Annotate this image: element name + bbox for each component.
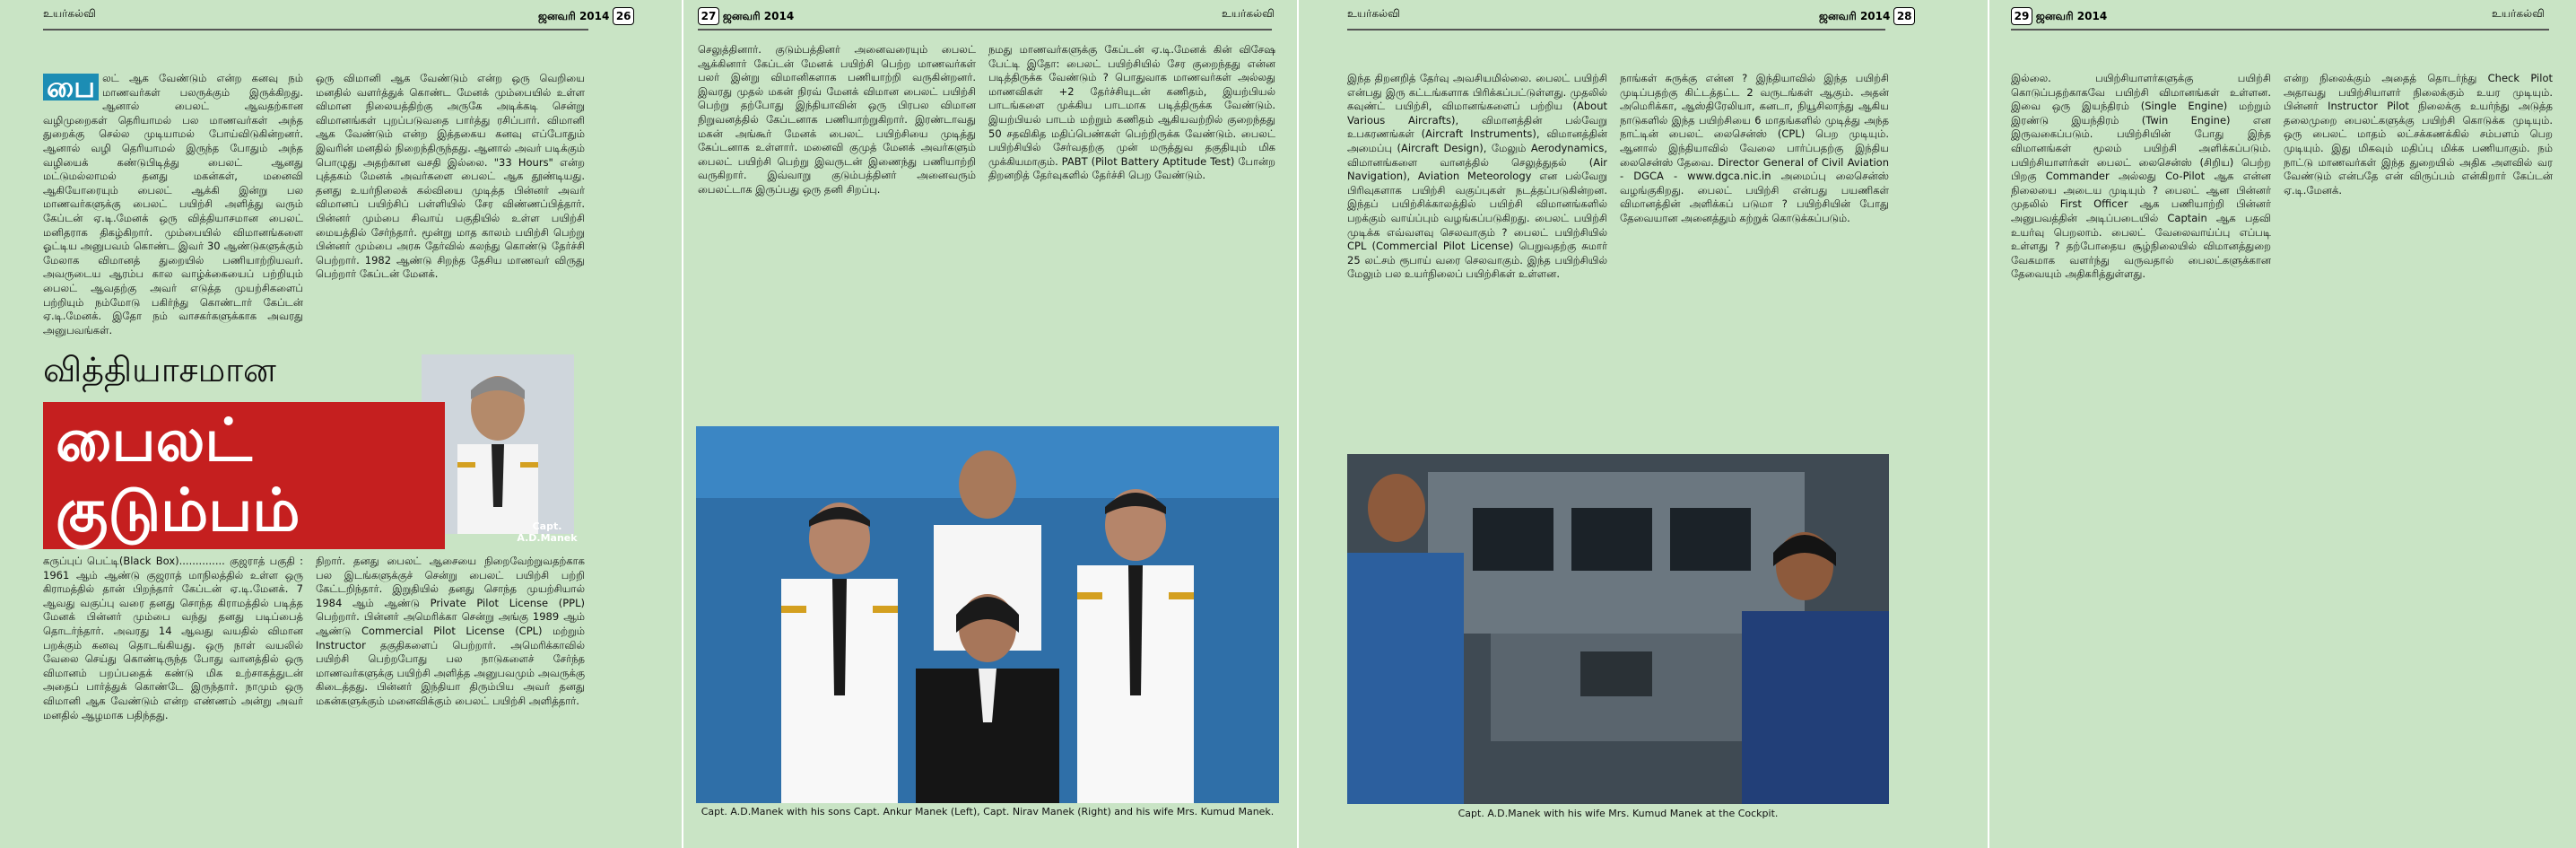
cockpit-photo [1347,454,1889,804]
page-date-28 [1819,7,1915,27]
page-27 [683,0,1297,848]
article-text-2: ஒரு விமானி ஆக வேண்டும் என்ற ஒரு வெறியை மனதில் வளர்த்துக் கொண்ட மேனக் மும்பையில் உள்ள விமான நிலையத்திற்கு அருகே அடிக்கடி சென்று விமானங்கள் புறப்படுவதை பார்த்து ரசிப்பார். விமானி ஆக வேண்டும் என்ற இத்தகைய கனவு எப்போதும் இவரின் மனதில் நிறைந்திருந்தது. ஆனால் அவர் படிக்கும் பொழுது அதற்கான வசதி இல்லை. "33 Hours" என்ற புத்தகம் மேனக் அவர்களை பைலட் ஆக தூண்டியது. தனது உயர்நிலைக் கல்வியை முடித்த பின்னர் அவர் விமானப் பயிற்சிப் பள்ளியில் சேர விண்ணப்பித்தார். பின்னர் மும்பை சிவாய் பகுதியில் உள்ள பயிற்சி மையத்தில் சேர்ந்தார். மூன்று மாத காலம் பயிற்சி பெற்று பின்னர் மும்பை அரசு தேர்வில் கலந்து கொண்டு தேர்ச்சி பெற்றார். 1982 ஆண்டு சிறந்த தேசிய மாணவர் விருது பெற்றார் கேப்டன் மேனக். [316,72,585,281]
article-text-10: என்ற நிலைக்கும் அதைத் தொடர்ந்து Check Pilot அதாவது பயிற்சியாளர் நிலைக்கும் உயர முடியும். பின்னர் Instructor Pilot நிலைக்கு உயர்ந்து அடுத்த தலைமுறை பைலட்களுக்கு பயிற்சி கொடுக்க முடியும். ஒரு பைலட் மாதம் லட்சக்கணக்கில் சம்பளம் பெற முடியும். இது மிகவும் மதிப்பு மிக்க பணியாகும். நம் நாட்டு மாணவர்கள் இந்த துறையில் அதிக அளவில் வர வேண்டும் என்பதே என் விருப்பம் என்கிறார் கேப்டன் ஏ.டி.மேனக். [2284,72,2553,197]
date-text: ஜனவரி 2014 [1819,10,1891,22]
page-29 [1989,0,2576,848]
family-caption: Capt. A.D.Manek with his sons Capt. Ankur Manek (Left), Capt. Nirav Manek (Right) and his wife Mrs. Kumud Manek. [701,806,1275,817]
article-column-6 [988,43,1275,420]
dropcap: பை [43,74,99,101]
magazine-name: உயர்கல்வி [1222,7,1275,20]
cockpit-illustration [1347,454,1889,804]
magazine-name: உயர்கல்வி [43,7,96,20]
page-26 [0,0,682,848]
page-number: 28 [1893,7,1915,25]
article-text-6: நமது மாணவர்களுக்கு கேப்டன் ஏ.டி.மேனக் கின் விசேஷ பேட்டி இதோ: பைலட் பயிற்சியில் சேர குறைந்தது என்ன படித்திருக்க வேண்டும் ? பொதுவாக மாணவர்கள் அல்லது மாணவிகள் +2 தேர்ச்சியுடன் கணிதம், இயற்பியல் பாடங்களை முக்கிய பாடமாக படித்திருக்க வேண்டும். இயற்பியல் பாடம் மற்றும் கணிதம் ஆகியவற்றில் குறைந்தது 50 சதவிகித மதிப்பெண்கள் பெற்றிருக்க வேண்டும். பைலட் பயிற்சியில் சேர்வதற்கு முன் மருத்துவ தகுதியும் மிக முக்கியமாகும். PABT (Pilot Battery Aptitude Test) போன்ற திறனறித் தேர்வுகளில் தேர்ச்சி பெற வேண்டும். [988,43,1275,182]
page-date [538,7,634,27]
headline-title: பைலட் குடும்பம் [43,402,445,549]
header-rule [698,29,1272,31]
article-text-5: செலுத்தினார். குடும்பத்தினர் அனைவரையும் பைலட் ஆக்கினார் கேப்டன் மேனக் பயிற்சி பெற்ற மாணவர்கள் பலர் இன்று விமானிகளாக பணியாற்றி வருகின்றனர். இவரது முதல் மகன் நிரவ் மேனக் விமான பைலட் பயிற்சி பெற்று தற்போது இந்தியாவின் ஒரு பிரபல விமான நிறுவனத்தில் கேப்டனாக பணியாற்றுகிறார். இரண்டாவது மகன் அங்கூர் மேனக் பைலட் பயிற்சியை முடித்து கேப்டனாக உள்ளார். மனைவி குமுத் மேனக் அவர்களும் பைலட் பயிற்சி பெற்று இவருடன் இணைந்து பணியாற்றி வருகிறார். இவ்வாறு குடும்பத்தினர் அனைவரும் பைலட்டாக இருப்பது ஒரு தனி சிறப்பு. [698,43,976,196]
article-column-1 [43,72,303,341]
magazine-name: உயர்கல்வி [1347,7,1400,20]
header-rule [1347,29,1885,31]
header-rule [2011,29,2549,31]
page-28 [1297,0,1988,848]
magazine-name: உயர்கல்வி [2492,7,2545,20]
article-column-7 [1347,72,1607,440]
article-column-2 [316,72,585,350]
date-text: ஜனவரி 2014 [538,10,610,22]
article-text-8: நாங்கள் சுருக்கு என்ன ? இந்தியாவில் இந்த பயிற்சி முடிப்பதற்கு கிட்டத்தட்ட 2 வருடங்கள் ஆகும். அதன் அமெரிக்கா, ஆஸ்திரேலியா, கனடா, நியூசிலாந்து ஆகிய நாடுகளில் இந்த பயிற்சியை 6 மாதங்களில் முடித்து அந்த நாட்டின் பைலட் லைசென்ஸ் (CPL) பெற முடியும். ஆனால் இந்தியாவில் வேலை பார்ப்பதற்கு இந்திய லைசென்ஸ் தேவை. Director General of Civil Aviation - DGCA - www.dgca.nic.in அமைப்பு லைசென்ஸ் வழங்குகிறது. பைலட் பயிற்சி என்பது பயணிகள் விமானத்தின் அளிக்கப் படுமா ? பயிற்சியின் போது தேவையான அனைத்தும் கற்றுக் கொடுக்கப்படும். [1620,72,1889,224]
header-rule [43,29,588,31]
article-column-4 [316,555,585,842]
cockpit-caption: Capt. A.D.Manek with his wife Mrs. Kumud Manek at the Cockpit. [1458,808,1779,819]
page-date-27 [698,7,794,27]
headline-kicker: வித்தியாசமான [43,350,276,389]
article-text-4: நிறார். தனது பைலட் ஆசையை நிறைவேற்றுவதற்காக பல இடங்களுக்குச் சென்று பைலட் பயிற்சி பற்றி கேட்டறிந்தார். இறுதியில் தனது சொந்த முயற்சியால் 1984 ஆம் ஆண்டு Private Pilot License (PPL) பெற்றார். பின்னர் அமெரிக்கா சென்று அங்கு 1989 ஆம் ஆண்டு Commercial Pilot License (CPL) மற்றும் Instructor தகுதிகளைப் பெற்றார். அமெரிக்காவில் பயிற்சி பெற்றபோது பல நாடுகளைச் சேர்ந்த மாணவர்களுக்கு பயிற்சி அளித்த அனுபவமும் அவருக்கு கிடைத்தது. பின்னர் இந்தியா திரும்பிய அவர் தனது மகன்களுக்கும் மனைவிக்கும் பைலட் பயிற்சி அளித்தார். [316,555,585,707]
family-illustration [696,426,1279,803]
article-text-3: கருப்புப் பெட்டி(Black Box).............. குஜராத் பகுதி : 1961 ஆம் ஆண்டு குஜராத் மாநிலத்தில் உள்ள ஒரு கிராமத்தில் தான் பிறந்தார் கேப்டன் ஏ.டி.மேனக். 7 ஆவது வகுப்பு வரை தனது சொந்த கிராமத்தில் படித்த மேனக் பின்னர் மும்பை வந்து தனது படிப்பைத் தொடர்ந்தார். அவரது 14 ஆவது வயதில் விமான பறக்கும் கனவு தொடங்கியது. ஒரு நாள் வயலில் வேலை செய்து கொண்டிருந்த போது வானத்தில் ஒரு விமானம் பறப்பதைக் கண்டு மிக உற்சாகத்துடன் அதைப் பார்த்துக் கொண்டே இருந்தார். நாமும் ஒரு விமானி ஆக வேண்டும் என்ற எண்ணம் அன்று அவர் மனதில் ஆழமாக பதிந்தது. [43,555,303,721]
article-column-9 [2011,72,2271,835]
date-text: ஜனவரி 2014 [2035,10,2108,22]
article-text-9: இல்லை. பயிற்சியாளர்களுக்கு பயிற்சி கொடுப்பதற்காகவே பயிற்சி விமானங்கள் உள்ளன. இவை ஒரு இயந்திரம் (Single Engine) மற்றும் இரண்டு இயந்திரம் (Twin Engine) என இருவகைப்படும். பயிற்சியின் போது இந்த விமானங்கள் மூலம் பயிற்சி அளிக்கப்படும். பயிற்சியாளர்கள் பைலட் லைசென்ஸ் (சிறிய) பெற்ற பிறகு Commander அல்லது Co-Pilot ஆக என்ன நிலையை அடைய முடியும் ? பைலட் ஆன பின்னர் முதலில் First Officer ஆக பணியாற்றி பின்னர் அனுபவத்தின் அடிப்படையில் Captain ஆக பதவி உயர்வு பெறலாம். பைலட் வேலைவாய்ப்பு எப்படி உள்ளது ? தற்போதைய சூழ்நிலையில் விமானத்துறை வேகமாக வளர்ந்து வருவதால் பைலட்களுக்கான தேவையும் அதிகரித்துள்ளது. [2011,72,2271,281]
article-text-1: லட் ஆக வேண்டும் என்ற கனவு நம் மாணவர்கள் பலருக்கும் இருக்கிறது. ஆனால் பைலட் ஆவதற்கான வழிமுறைகள் தெரியாமல் பல மாணவர்கள் அந்த துறைக்கு செல்ல முடியாமல் போய்விடுகின்றனர். ஆனால் வழி தெரியாமல் இருந்த போதும் அந்த வழியைக் கண்டுபிடித்து பைலட் ஆனது மட்டுமல்லாமல் தனது மகன்கள், மனைவி ஆகியோரையும் பைலட் ஆக்கி இன்று பல மாணவர்களுக்கு பைலட் பயிற்சி அளித்து வரும் கேப்டன் ஏ.டி.மேனக் ஒரு வித்தியாசமான பைலட் மனிதராக திகழ்கிறார். மும்பையில் விமானங்களை ஓட்டிய அனுபவம் கொண்ட இவர் 30 ஆண்டுகளுக்கும் மேலாக விமானத் துறையில் பணியாற்றியவர். அவருடைய ஆரம்ப கால வாழ்க்கையைப் பற்றியும் பைலட் ஆவதற்கு அவர் எடுத்த முயற்சிகளைப் பற்றியும் நம்மோடு பகிர்ந்து கொண்டார் கேப்டன் ஏ.டி.மேனக். இதோ நம் வாசகர்களுக்காக அவரது அனுபவங்கள். [43,72,303,337]
portrait-caption: Capt. A.D.Manek [517,520,578,544]
family-photo [696,426,1279,803]
article-column-8 [1620,72,1889,440]
date-text: ஜனவரி 2014 [722,10,795,22]
article-column-10 [2284,72,2553,835]
page-number: 29 [2011,7,2032,25]
headline-block [43,350,590,549]
page-number: 26 [613,7,634,25]
page-date-29 [2011,7,2107,27]
article-column-5 [698,43,976,420]
article-text-7: இந்த திறனறித் தேர்வு அவசியமில்லை. பைலட் பயிற்சி என்பது இரு கட்டங்களாக பிரிக்கப்பட்டுள்ளது. முதலில் கவுண்ட் பயிற்சி, விமானங்களைப் பற்றிய (About Various Aircrafts), விமானத்தின் பல்வேறு உபகரணங்கள் (Aircraft Instruments), விமானத்தின் அமைப்பு (Aircraft Design), மேலும் Aerodynamics, விமானங்களை வானத்தில் செலுத்துதல் (Air Navigation), Aviation Meteorology என பல்வேறு பிரிவுகளாக பயிற்சி வகுப்புகள் நடத்தப்படுகின்றன. இந்தப் பயிற்சிக்காலத்தில் பயிற்சி விமானங்களில் பறக்கும் வாய்ப்பும் வழங்கப்படுகிறது. பைலட் பயிற்சி முடிக்க எவ்வளவு செலவாகும் ? பைலட் பயிற்சியில் CPL (Commercial Pilot License) பெறுவதற்கு சுமார் 25 லட்சம் ரூபாய் வரை செலவாகும். இந்த பயிற்சியில் மேலும் பல உயர்நிலைப் பயிற்சிகள் உள்ளன. [1347,72,1607,281]
article-column-3 [43,555,303,842]
page-number: 27 [698,7,719,25]
